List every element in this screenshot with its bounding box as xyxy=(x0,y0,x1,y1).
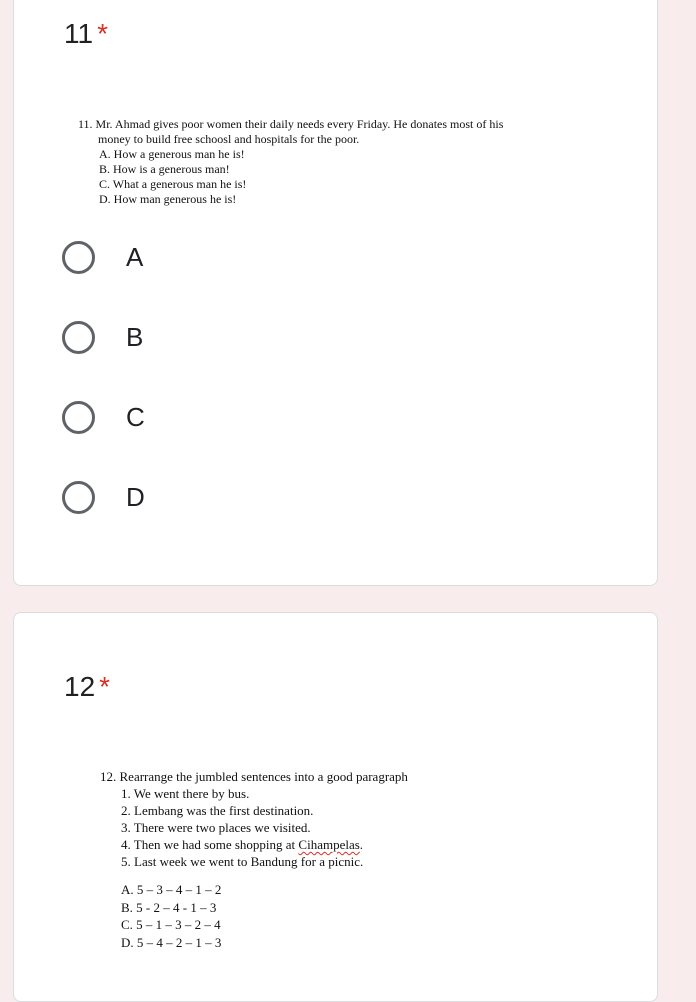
option-c[interactable] xyxy=(62,397,145,437)
option-label: B xyxy=(126,321,144,352)
radio-button[interactable] xyxy=(62,321,95,354)
question-image xyxy=(100,768,540,951)
option-label: C xyxy=(126,401,145,432)
question-number: 12 xyxy=(64,671,96,702)
option-d[interactable] xyxy=(62,477,145,517)
option-label: A xyxy=(126,241,144,272)
image-choice-d: D. How man generous he is! xyxy=(99,192,237,206)
image-choice-b: B. How is a generous man! xyxy=(99,162,230,176)
required-asterisk: * xyxy=(99,671,111,702)
sentence-4 xyxy=(100,836,540,853)
question-card-11 xyxy=(13,0,658,586)
sentence-2: 2. Lembang was the first destination. xyxy=(121,803,314,818)
question-card-12 xyxy=(13,612,658,1002)
spellcheck-word: Cihampelas xyxy=(298,837,360,852)
question-heading: 12. Rearrange the jumbled sentences into a good paragraph xyxy=(100,769,408,784)
answer-choice-a: A. 5 – 3 – 4 – 1 – 2 xyxy=(121,882,222,897)
image-choice-c: C. What a generous man he is! xyxy=(99,177,247,191)
sentence-4-prefix: 4. Then we had some shopping at xyxy=(121,837,299,852)
question-title xyxy=(64,671,110,703)
sentence-4-suffix: . xyxy=(359,837,364,852)
sentence-5: 5. Last week we went to Bandung for a picnic. xyxy=(121,854,364,869)
option-label: D xyxy=(126,481,145,512)
sentence-1: 1. We went there by bus. xyxy=(121,786,250,801)
required-asterisk: * xyxy=(97,18,108,49)
answer-choice-d: D. 5 – 4 – 2 – 1 – 3 xyxy=(121,934,222,950)
answer-choice-b: B. 5 - 2 – 4 - 1 – 3 xyxy=(121,899,217,915)
answer-choice-c: C. 5 – 1 – 3 – 2 – 4 xyxy=(121,917,221,932)
option-a[interactable] xyxy=(62,237,143,277)
image-choice-a: A. How a generous man he is! xyxy=(99,147,245,161)
radio-button[interactable] xyxy=(62,401,95,434)
sentence-3: 3. There were two places we visited. xyxy=(121,820,311,835)
question-title xyxy=(64,18,108,50)
radio-button[interactable] xyxy=(62,241,95,274)
question-number: 11 xyxy=(64,18,94,49)
radio-button[interactable] xyxy=(62,481,95,514)
option-b[interactable] xyxy=(62,317,143,357)
question-text-line: money to build free schoosl and hospitals for the poor. xyxy=(98,132,360,146)
question-image xyxy=(78,117,558,207)
question-text-line: 11. Mr. Ahmad gives poor women their daily needs every Friday. He donates most of his xyxy=(78,117,504,131)
